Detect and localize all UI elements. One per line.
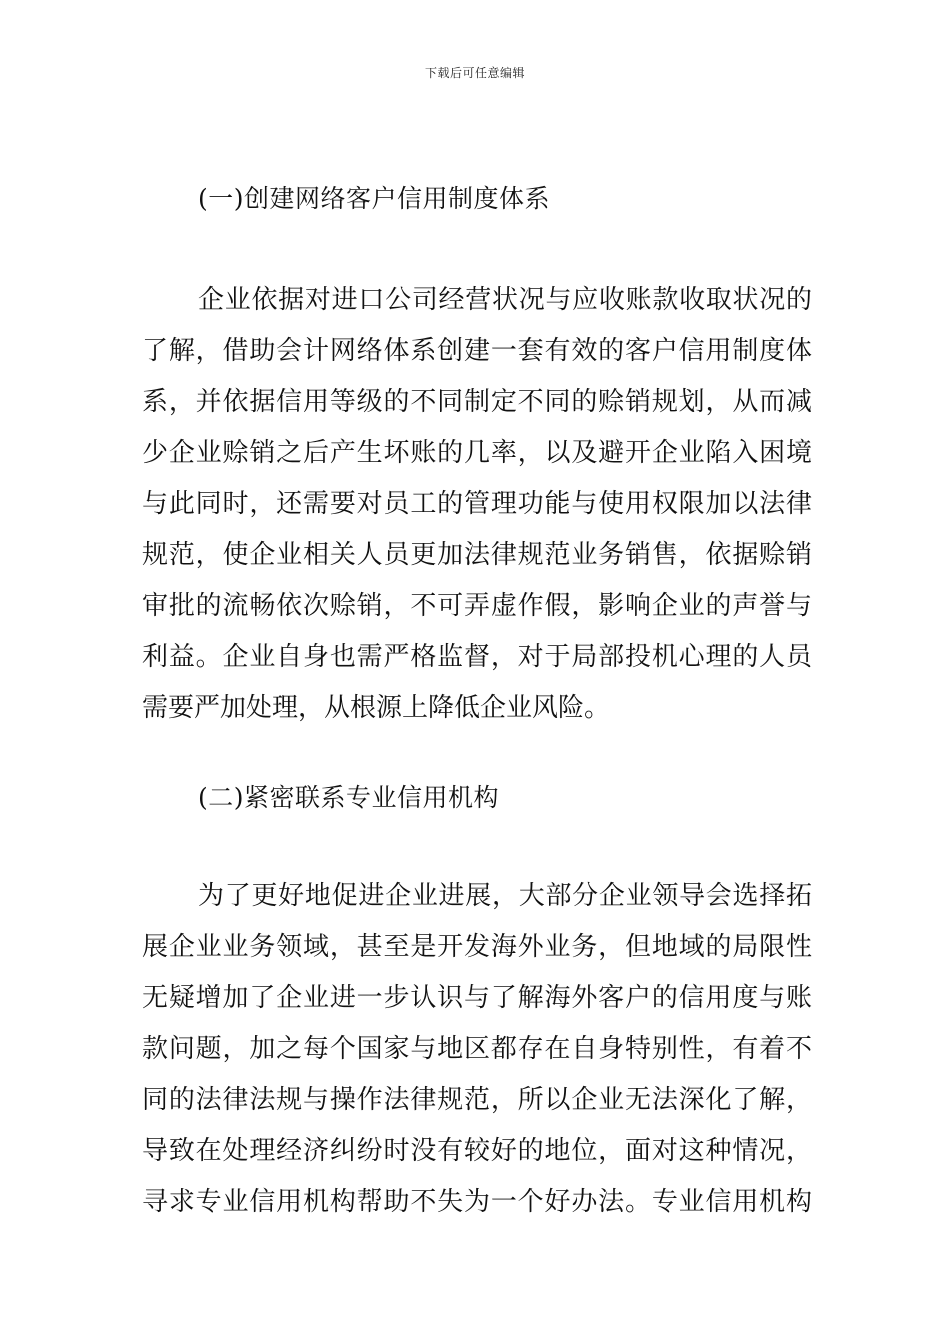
paragraph-line: 为了更好地促进企业进展，大部分企业领导会选择拓: [198, 881, 812, 911]
paragraph-line: 展企业业务领域，甚至是开发海外业务，但地域的局限性: [142, 932, 812, 962]
section-2-paragraph: [142, 871, 812, 1228]
section-1-paragraph: [142, 275, 812, 734]
paragraph-line: 审批的流畅依次赊销，不可弄虚作假，影响企业的声誉与: [142, 591, 812, 621]
section-1-heading: (一)创建网络客户信用制度体系: [198, 184, 551, 213]
paragraph-line: 款问题，加之每个国家与地区都存在自身特别性，有着不: [142, 1034, 812, 1064]
paragraph-line: 导致在处理经济纠纷时没有较好的地位，面对这种情况，: [142, 1136, 812, 1166]
header-note: 下载后可任意编辑: [424, 66, 525, 80]
paragraph-line: 少企业赊销之后产生坏账的几率，以及避开企业陷入困境: [142, 438, 812, 468]
paragraph-line: 利益。企业自身也需严格监督，对于局部投机心理的人员: [142, 642, 812, 672]
paragraph-line: 了解，借助会计网络体系创建一套有效的客户信用制度体: [142, 336, 812, 366]
paragraph-line: 企业依据对进口公司经营状况与应收账款收取状况的: [198, 285, 812, 315]
section-2-heading: (二)紧密联系专业信用机构: [198, 783, 500, 812]
paragraph-line: 规范，使企业相关人员更加法律规范业务销售，依据赊销: [142, 540, 812, 570]
paragraph-line: 寻求专业信用机构帮助不失为一个好办法。专业信用机构: [142, 1187, 812, 1217]
paragraph-line: 无疑增加了企业进一步认识与了解海外客户的信用度与账: [142, 983, 812, 1013]
paragraph-line: 需要严加处理，从根源上降低企业风险。: [142, 693, 611, 723]
paragraph-line: 同的法律法规与操作法律规范，所以企业无法深化了解，: [142, 1085, 812, 1115]
paragraph-line: 与此同时，还需要对员工的管理功能与使用权限加以法律: [142, 489, 812, 519]
paragraph-line: 系，并依据信用等级的不同制定不同的赊销规划，从而减: [142, 387, 812, 417]
